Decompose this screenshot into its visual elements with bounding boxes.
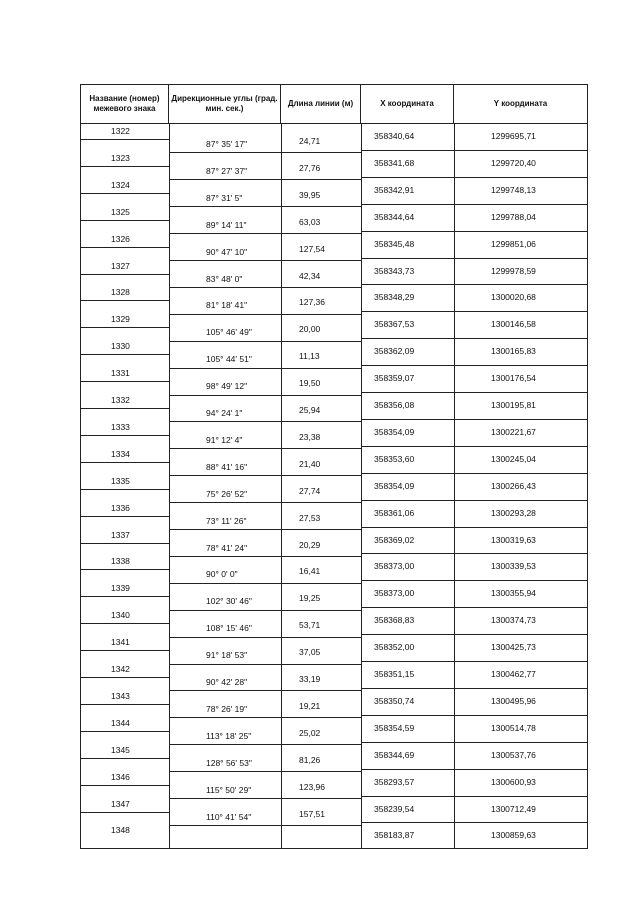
x-coordinate: 358356,08 xyxy=(374,400,415,410)
row-divider xyxy=(361,177,587,178)
x-coordinate: 358293,57 xyxy=(374,776,415,787)
row-divider xyxy=(281,556,361,557)
row-divider xyxy=(81,516,169,517)
row-divider xyxy=(281,475,361,476)
y-coordinate: 1300146,58 xyxy=(491,319,536,330)
header-length: Длина линии (м) xyxy=(281,85,361,123)
direction-angle: 91° 18' 53" xyxy=(206,650,248,661)
row-divider xyxy=(281,637,361,638)
x-coordinate: 358348,29 xyxy=(374,292,415,303)
marker-name: 1329 xyxy=(111,314,130,325)
direction-angle: 75° 26' 52" xyxy=(206,488,248,499)
row-divider xyxy=(281,287,361,288)
row-divider xyxy=(169,637,281,638)
line-length: 21,40 xyxy=(299,458,321,469)
row-divider xyxy=(169,206,281,207)
marker-name: 1346 xyxy=(111,771,130,782)
row-divider xyxy=(81,677,169,678)
row-divider xyxy=(361,365,587,366)
row-divider xyxy=(81,408,169,409)
y-coordinate: 1300221,67 xyxy=(491,426,536,437)
x-coordinate: 358342,91 xyxy=(374,184,415,195)
row-divider xyxy=(81,435,169,436)
row-divider xyxy=(81,596,169,597)
row-divider xyxy=(81,731,169,732)
row-divider xyxy=(169,421,281,422)
x-coordinate: 358345,48 xyxy=(374,238,415,249)
y-coordinate: 1300495,96 xyxy=(491,695,536,706)
line-length: 19,21 xyxy=(299,700,321,711)
marker-name: 1336 xyxy=(111,502,130,513)
line-length: 127,54 xyxy=(299,243,325,254)
x-coordinate: 358344,64 xyxy=(374,211,415,222)
row-divider xyxy=(361,311,587,312)
marker-name: 1335 xyxy=(111,475,130,486)
direction-angle: 87° 27' 37" xyxy=(206,165,248,176)
line-length: 39,95 xyxy=(299,189,321,200)
line-length: 20,29 xyxy=(299,539,321,550)
row-divider xyxy=(169,341,281,342)
boundary-markers-table xyxy=(80,84,588,849)
row-divider xyxy=(281,448,361,449)
row-divider xyxy=(81,220,169,221)
direction-angle: 90° 47' 10" xyxy=(206,246,248,257)
line-length: 127,36 xyxy=(299,297,325,308)
row-divider xyxy=(81,139,169,140)
y-coordinate: 1299748,13 xyxy=(491,184,536,195)
direction-angle: 105° 44' 51" xyxy=(206,354,252,365)
row-divider xyxy=(281,529,361,530)
row-divider xyxy=(169,475,281,476)
line-length: 123,96 xyxy=(299,781,325,792)
row-divider xyxy=(169,233,281,234)
x-coordinate: 358373,00 xyxy=(374,561,415,572)
direction-angle: 78° 41' 24" xyxy=(206,542,248,553)
marker-name: 1337 xyxy=(111,529,130,540)
line-length: 42,34 xyxy=(299,270,321,281)
row-divider xyxy=(169,556,281,557)
row-divider xyxy=(169,448,281,449)
marker-name: 1339 xyxy=(111,583,130,594)
row-divider xyxy=(81,193,169,194)
y-coordinate: 1300339,53 xyxy=(491,561,536,572)
header-angles: Дирекционные углы (град. мин. сек.) xyxy=(169,85,281,123)
marker-name: 1348 xyxy=(111,825,130,836)
direction-angle: 102° 30' 46" xyxy=(206,596,252,607)
line-length: 27,76 xyxy=(299,162,321,173)
marker-name: 1340 xyxy=(111,610,130,621)
marker-name: 1326 xyxy=(111,233,130,244)
row-divider xyxy=(281,610,361,611)
row-divider xyxy=(169,260,281,261)
row-divider xyxy=(361,231,587,232)
marker-name: 1334 xyxy=(111,448,130,459)
row-divider xyxy=(169,179,281,180)
marker-name: 1333 xyxy=(111,421,130,432)
x-coordinate: 358343,73 xyxy=(374,265,415,276)
y-coordinate: 1300266,43 xyxy=(491,480,536,491)
line-length: 19,25 xyxy=(299,593,321,604)
marker-name: 1343 xyxy=(111,690,130,701)
row-divider xyxy=(361,553,587,554)
line-length: 63,03 xyxy=(299,216,321,227)
marker-name: 1344 xyxy=(111,717,130,728)
row-divider xyxy=(169,152,281,153)
x-coordinate: 358354,09 xyxy=(374,480,415,491)
direction-angle: 83° 48' 0" xyxy=(206,273,243,284)
row-divider xyxy=(81,489,169,490)
row-divider xyxy=(169,664,281,665)
marker-name: 1322 xyxy=(111,126,130,136)
row-divider xyxy=(361,419,587,420)
row-divider xyxy=(81,785,169,786)
marker-name: 1325 xyxy=(111,206,130,217)
row-divider xyxy=(361,446,587,447)
x-coordinate: 358367,53 xyxy=(374,319,415,330)
y-coordinate: 1300859,63 xyxy=(491,830,536,841)
row-divider xyxy=(281,206,361,207)
column-divider xyxy=(454,124,455,848)
line-length: 20,00 xyxy=(299,324,321,335)
row-divider xyxy=(169,395,281,396)
y-coordinate: 1299720,40 xyxy=(491,157,536,168)
row-divider xyxy=(281,502,361,503)
row-divider xyxy=(361,742,587,743)
row-divider xyxy=(81,327,169,328)
row-divider xyxy=(281,260,361,261)
header-y: Y координата xyxy=(493,99,548,108)
y-coordinate: 1300176,54 xyxy=(491,373,536,384)
row-divider xyxy=(169,610,281,611)
line-length: 157,51 xyxy=(299,808,325,819)
row-divider xyxy=(281,341,361,342)
marker-name: 1342 xyxy=(111,664,130,674)
row-divider xyxy=(81,274,169,275)
direction-angle: 91° 12' 4" xyxy=(206,434,243,445)
line-length: 23,38 xyxy=(299,431,321,442)
row-divider xyxy=(281,583,361,584)
row-divider xyxy=(281,368,361,369)
direction-angle: 110° 41' 54" xyxy=(206,811,252,822)
row-divider xyxy=(361,715,587,716)
row-divider xyxy=(169,798,281,799)
y-coordinate: 1300374,73 xyxy=(491,615,536,626)
marker-name: 1332 xyxy=(111,395,130,405)
row-divider xyxy=(361,392,587,393)
x-coordinate: 358354,09 xyxy=(374,426,415,437)
marker-name: 1345 xyxy=(111,744,130,755)
row-divider xyxy=(361,607,587,608)
row-divider xyxy=(281,421,361,422)
y-coordinate: 1300425,73 xyxy=(491,642,536,653)
row-divider xyxy=(169,825,281,826)
y-coordinate: 1300712,49 xyxy=(491,803,536,814)
direction-angle: 90° 0' 0" xyxy=(206,569,238,580)
row-divider xyxy=(81,623,169,624)
x-coordinate: 358373,00 xyxy=(374,588,415,599)
y-coordinate: 1300537,76 xyxy=(491,749,536,760)
y-coordinate: 1300020,68 xyxy=(491,292,536,303)
row-divider xyxy=(81,812,169,813)
direction-angle: 73° 11' 26" xyxy=(206,515,247,526)
x-coordinate: 358351,15 xyxy=(374,669,415,679)
row-divider xyxy=(169,744,281,745)
x-coordinate: 358340,64 xyxy=(374,131,415,141)
direction-angle: 90° 42' 28" xyxy=(206,677,248,687)
marker-name: 1331 xyxy=(111,368,130,379)
row-divider xyxy=(81,166,169,167)
line-length: 19,50 xyxy=(299,378,321,389)
line-length: 53,71 xyxy=(299,620,321,631)
y-coordinate: 1300600,93 xyxy=(491,776,536,787)
direction-angle: 89° 14' 11" xyxy=(206,219,247,230)
row-divider xyxy=(361,769,587,770)
direction-angle: 88° 41' 16" xyxy=(206,461,248,472)
row-divider xyxy=(361,258,587,259)
row-divider xyxy=(169,690,281,691)
x-coordinate: 358183,87 xyxy=(374,830,415,841)
x-coordinate: 358369,02 xyxy=(374,534,415,545)
row-divider xyxy=(81,569,169,570)
line-length: 81,26 xyxy=(299,754,321,765)
y-coordinate: 1300165,83 xyxy=(491,346,536,357)
row-divider xyxy=(361,634,587,635)
y-coordinate: 1299695,71 xyxy=(491,131,536,141)
row-divider xyxy=(281,152,361,153)
row-divider xyxy=(169,717,281,718)
table-body xyxy=(80,124,588,849)
header-name: Название (номер) межевого знака xyxy=(81,85,169,123)
column-divider xyxy=(361,124,362,848)
marker-name: 1327 xyxy=(111,260,130,271)
y-coordinate: 1300293,28 xyxy=(491,507,536,518)
table-header xyxy=(80,84,588,124)
row-divider xyxy=(169,771,281,772)
x-coordinate: 358359,07 xyxy=(374,373,415,384)
line-length: 27,74 xyxy=(299,485,321,496)
header-x: X координата xyxy=(361,85,454,123)
y-coordinate: 1300355,94 xyxy=(491,588,536,599)
x-coordinate: 358361,06 xyxy=(374,507,415,518)
row-divider xyxy=(361,500,587,501)
x-coordinate: 358350,74 xyxy=(374,695,415,706)
row-divider xyxy=(81,300,169,301)
row-divider xyxy=(169,314,281,315)
line-length: 37,05 xyxy=(299,647,321,658)
y-coordinate: 1299788,04 xyxy=(491,211,536,222)
y-coordinate: 1300514,78 xyxy=(491,722,536,733)
marker-name: 1330 xyxy=(111,341,130,352)
direction-angle: 78° 26' 19" xyxy=(206,703,248,714)
marker-name: 1323 xyxy=(111,152,130,163)
row-divider xyxy=(81,704,169,705)
direction-angle: 94° 24' 1" xyxy=(206,408,243,418)
x-coordinate: 358341,68 xyxy=(374,157,415,168)
y-coordinate: 1300245,04 xyxy=(491,453,536,464)
row-divider xyxy=(361,338,587,339)
row-divider xyxy=(281,179,361,180)
row-divider xyxy=(281,798,361,799)
row-divider xyxy=(361,284,587,285)
row-divider xyxy=(361,688,587,689)
row-divider xyxy=(281,717,361,718)
direction-angle: 81° 18' 41" xyxy=(206,300,248,311)
direction-angle: 87° 35' 17" xyxy=(206,139,248,149)
row-divider xyxy=(81,650,169,651)
direction-angle: 98° 49' 12" xyxy=(206,381,248,392)
row-divider xyxy=(169,368,281,369)
row-divider xyxy=(169,502,281,503)
row-divider xyxy=(281,314,361,315)
x-coordinate: 358354,59 xyxy=(374,722,415,733)
row-divider xyxy=(281,825,361,826)
y-coordinate: 1300195,81 xyxy=(491,400,536,410)
marker-name: 1324 xyxy=(111,179,130,190)
y-coordinate: 1299851,06 xyxy=(491,238,536,249)
row-divider xyxy=(361,796,587,797)
row-divider xyxy=(361,150,587,151)
row-divider xyxy=(361,822,587,823)
row-divider xyxy=(281,690,361,691)
line-length: 27,53 xyxy=(299,512,321,523)
line-length: 25,94 xyxy=(299,405,321,415)
direction-angle: 128° 56' 53" xyxy=(206,757,252,768)
row-divider xyxy=(361,527,587,528)
marker-name: 1341 xyxy=(111,637,130,648)
line-length: 11,13 xyxy=(299,351,320,362)
y-coordinate: 1300319,63 xyxy=(491,534,536,545)
x-coordinate: 358353,60 xyxy=(374,453,415,464)
row-divider xyxy=(281,395,361,396)
direction-angle: 87° 31' 5" xyxy=(206,192,243,203)
row-divider xyxy=(169,287,281,288)
line-length: 25,02 xyxy=(299,727,321,738)
y-coordinate: 1299978,59 xyxy=(491,265,536,276)
row-divider xyxy=(169,529,281,530)
row-divider xyxy=(281,664,361,665)
x-coordinate: 358362,09 xyxy=(374,346,415,357)
row-divider xyxy=(361,661,587,662)
y-coordinate: 1300462,77 xyxy=(491,669,536,679)
row-divider xyxy=(361,580,587,581)
row-divider xyxy=(281,233,361,234)
direction-angle: 115° 50' 29" xyxy=(206,784,252,795)
row-divider xyxy=(81,381,169,382)
direction-angle: 105° 46' 49" xyxy=(206,327,252,338)
row-divider xyxy=(81,354,169,355)
direction-angle: 113° 18' 25" xyxy=(206,730,252,741)
marker-name: 1347 xyxy=(111,798,130,809)
row-divider xyxy=(81,462,169,463)
line-length: 24,71 xyxy=(299,136,321,146)
line-length: 33,19 xyxy=(299,674,321,684)
direction-angle: 108° 15' 46" xyxy=(206,623,252,634)
line-length: 16,41 xyxy=(299,566,321,577)
row-divider xyxy=(81,247,169,248)
row-divider xyxy=(281,744,361,745)
x-coordinate: 358352,00 xyxy=(374,642,415,653)
row-divider xyxy=(81,758,169,759)
marker-name: 1338 xyxy=(111,556,130,567)
row-divider xyxy=(81,543,169,544)
x-coordinate: 358368,83 xyxy=(374,615,415,626)
row-divider xyxy=(281,771,361,772)
x-coordinate: 358239,54 xyxy=(374,803,415,814)
row-divider xyxy=(169,583,281,584)
row-divider xyxy=(361,473,587,474)
row-divider xyxy=(361,204,587,205)
marker-name: 1328 xyxy=(111,287,130,298)
x-coordinate: 358344,69 xyxy=(374,749,415,760)
